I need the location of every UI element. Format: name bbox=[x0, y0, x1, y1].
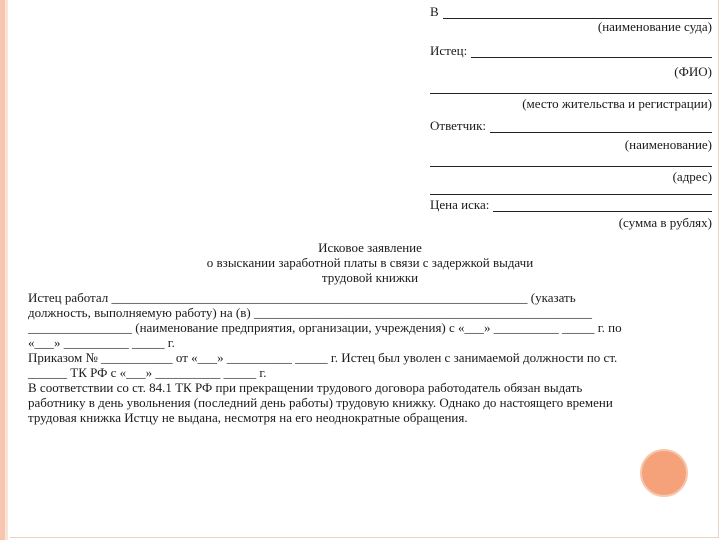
fio-note: (ФИО) bbox=[674, 64, 712, 79]
claim-price-field bbox=[430, 197, 712, 212]
address-note: (адрес) bbox=[672, 169, 712, 184]
claim-price-label: Цена иска: bbox=[430, 197, 490, 212]
body-line-4: «___» __________ _____ г. bbox=[28, 335, 175, 350]
defendant-label: Ответчик: bbox=[430, 118, 487, 133]
court-field bbox=[430, 4, 712, 19]
plaintiff-field bbox=[430, 43, 712, 58]
residence-note: (место жительства и регистрации) bbox=[522, 96, 712, 111]
body-line-6: ______ ТК РФ с «___» __________ _____ г. bbox=[28, 365, 267, 380]
body-line-1: Истец работал ________________________________________________________________ (указать bbox=[28, 290, 576, 305]
title-line-2: о взыскании заработной платы в связи с задержкой выдачи bbox=[206, 255, 534, 270]
document-title bbox=[100, 240, 640, 285]
defendant-name-note: (наименование) bbox=[624, 137, 712, 152]
body-line-3: ________________ (наименование предприятия, организации, учреждения) с «___» __________ _____ г. по bbox=[28, 320, 622, 335]
title-line-1: Исковое заявление bbox=[318, 240, 422, 255]
sum-note: (сумма в рублях) bbox=[618, 215, 712, 230]
defendant-blank-line bbox=[490, 121, 712, 133]
body-line-7: В соответствии со ст. 84.1 ТК РФ при прекращении трудового договора работодатель обязан выдать bbox=[28, 380, 583, 395]
body-line-8: работнику в день увольнения (последний день работы) трудовую книжку. Однако до настоящего времени bbox=[28, 395, 613, 410]
defendant-field bbox=[430, 118, 712, 133]
document-header bbox=[430, 4, 712, 230]
body-line-5: Приказом № ___________ от «___» __________ _____ г. Истец был уволен с занимаемой должности по ст. bbox=[28, 350, 618, 365]
court-blank-line bbox=[443, 7, 712, 19]
decorative-circle-icon bbox=[640, 449, 688, 497]
claim-price-blank-line bbox=[493, 200, 712, 212]
residence-blank-line bbox=[430, 79, 712, 94]
court-note: (наименование суда) bbox=[597, 19, 712, 34]
to-label: В bbox=[430, 4, 439, 19]
body-line-2: должность, выполняемую работу) на (в) ____________________________________________________ bbox=[28, 305, 592, 320]
title-line-3: трудовой книжки bbox=[321, 270, 419, 285]
plaintiff-blank-line bbox=[471, 46, 712, 58]
address-blank-line bbox=[430, 152, 712, 167]
body-line-9: трудовая книжка Истцу не выдана, несмотря на его неоднократные обращения. bbox=[28, 410, 468, 425]
plaintiff-label: Истец: bbox=[430, 43, 468, 58]
extra-blank-line bbox=[430, 184, 712, 195]
document-body bbox=[28, 290, 714, 425]
